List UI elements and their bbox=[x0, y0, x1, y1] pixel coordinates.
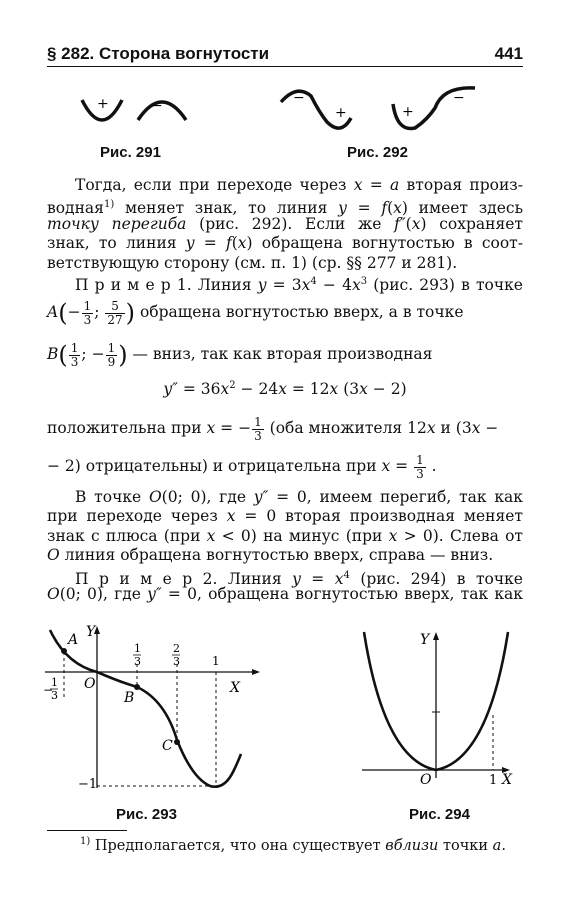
plus-sign: + bbox=[402, 104, 414, 120]
point-a bbox=[61, 648, 67, 654]
point-b bbox=[134, 684, 140, 690]
plus-sign: + bbox=[97, 96, 109, 112]
fig294-caption: Рис. 294 bbox=[409, 806, 470, 823]
plus-sign: + bbox=[335, 105, 347, 121]
tick-third-num: 1 bbox=[134, 642, 141, 655]
label-o: O bbox=[420, 772, 432, 788]
fig293-caption: Рис. 293 bbox=[116, 806, 177, 823]
minus-sign: − bbox=[453, 90, 465, 106]
fig292-caption: Рис. 292 bbox=[347, 144, 408, 161]
label-one: 1 bbox=[489, 773, 498, 788]
example-1: П р и м е р 1. Линия $y = 3x^4 - 4x^3$ (рис. 293) в точке bbox=[75, 276, 523, 295]
label-a: A bbox=[68, 632, 79, 648]
tick-neg-third-den: 3 bbox=[51, 689, 58, 702]
footnote: $^{1)}$ Предполагается, что она существует вблизи точки a. bbox=[80, 836, 506, 854]
running-header bbox=[47, 44, 523, 66]
label-neg-one: −1 bbox=[78, 777, 98, 792]
label-y: Y bbox=[86, 624, 96, 640]
header-rule bbox=[47, 66, 523, 67]
figure-293 bbox=[40, 620, 260, 800]
page-number: 441 bbox=[494, 44, 523, 63]
figure-292 bbox=[275, 80, 495, 132]
label-y: Y bbox=[420, 632, 430, 648]
tick-two-thirds-num: 2 bbox=[173, 642, 180, 655]
point-b-line: B( $\frac{1}{3}$ ; − $\frac{1}{9}$ ) — вниз, так как вторая производная bbox=[47, 340, 433, 369]
minus-sign: − bbox=[293, 90, 305, 106]
paragraph-1: Тогда, если при переходе через x = a вторая произ- водная$^{1)}$ меняет знак, то линия y = f(x) имеет здесь точку перегиба (рис. 292). Если же f″(x) сохраняет знак, то линия y = f(x) обращена вогнутостью в соот- ветствующую сторону (см. п. 1) (ср. §§ 277 и 281). bbox=[47, 176, 524, 272]
point-c bbox=[174, 739, 180, 745]
negative-line: − 2) отрицательны) и отрицательна при x = $\frac{1}{3}$ . bbox=[47, 452, 437, 481]
x-arrow bbox=[252, 669, 260, 675]
fig291-caption: Рис. 291 bbox=[100, 144, 161, 161]
figure-294 bbox=[352, 620, 522, 795]
minus-sign: − bbox=[151, 98, 163, 114]
label-x: X bbox=[502, 772, 512, 788]
label-b: B bbox=[124, 690, 135, 706]
y-arrow bbox=[433, 632, 439, 640]
section-title: § 282. Сторона вогнутости bbox=[47, 44, 270, 63]
paragraph-3: В точке O(0; 0), где y″ = 0, имеем перегиб, так как при переходе через x = 0 вторая производная меняет знак с плюса (при x < 0) на минус (при x > 0). Слева от O линия обращена вогнутостью вверх, справа — вниз. bbox=[47, 488, 523, 565]
label-x: X bbox=[230, 680, 240, 696]
label-o: O bbox=[84, 676, 96, 692]
tick-one: 1 bbox=[212, 654, 220, 668]
second-derivative-equation: $y'' = 36x^2 - 24x = 12x$ (3x − 2) bbox=[163, 380, 407, 399]
footnote-rule bbox=[47, 830, 127, 831]
tick-two-thirds-den: 3 bbox=[173, 655, 180, 668]
tick-neg-third-sign: − bbox=[43, 683, 54, 697]
tick-neg-third-num: 1 bbox=[51, 676, 58, 689]
figure-291 bbox=[70, 82, 200, 132]
point-a-line: A(− $\frac{1}{3}$ ; $\frac{5}{27}$ ) обращена вогнутостью вверх, а в точке bbox=[47, 298, 464, 327]
tick-third-den: 3 bbox=[134, 655, 141, 668]
example-2: П р и м е р 2. Линия $y = x^4$ (рис. 294) в точке O(0; 0), где y″ = 0, обращена вогнутостью вверх, так как bbox=[47, 570, 523, 604]
label-c: C bbox=[162, 738, 173, 754]
positive-line: положительна при x = − $\frac{1}{3}$ (оба множителя 12x и (3x − bbox=[47, 414, 499, 443]
